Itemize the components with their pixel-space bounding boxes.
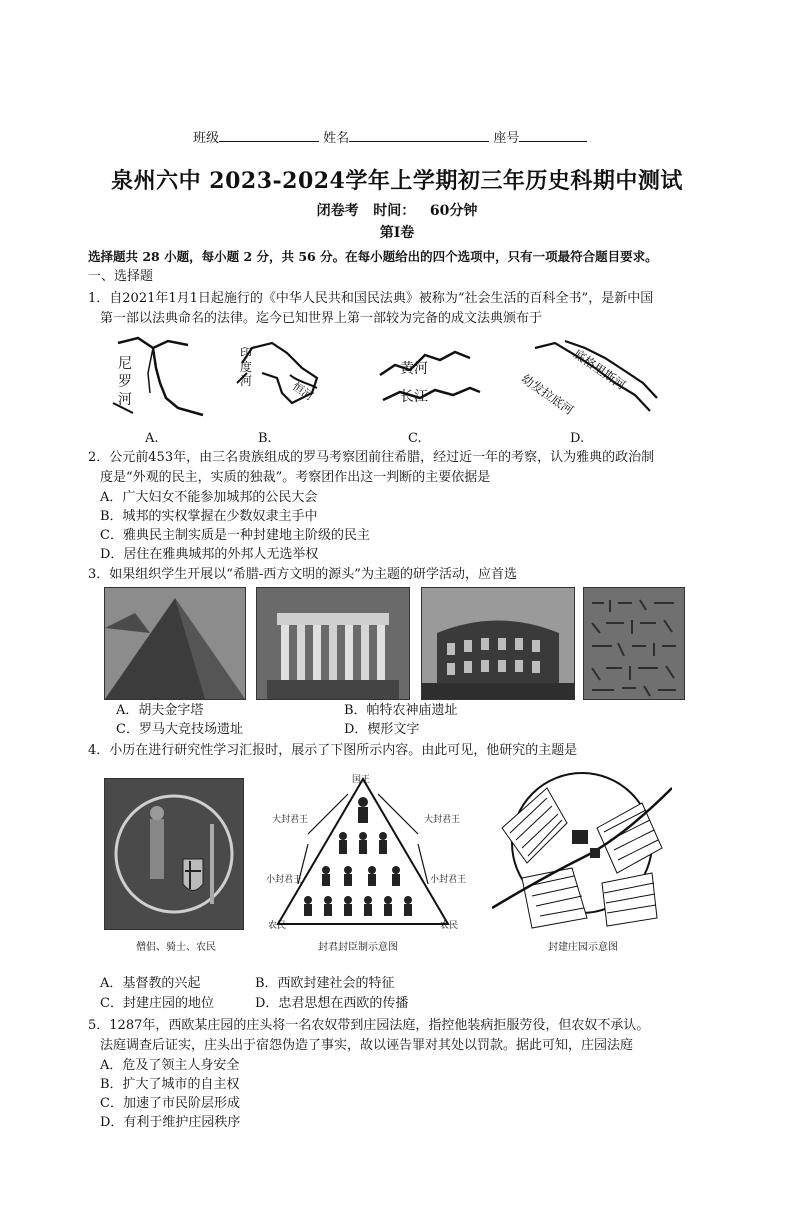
q2-option-b[interactable]: B．城邦的实权掌握在少数奴隶主手中 — [100, 509, 318, 524]
q3-option-b[interactable]: B．帕特农神庙遗址 — [344, 703, 458, 718]
q3-line1: 3．如果组织学生开展以“希腊-西方文明的源头”为主题的研学活动，应首选 — [88, 567, 517, 582]
map-c-yellow-yangtze[interactable] — [375, 340, 485, 420]
q2-line1: 2．公元前453年，由三名贵族组成的罗马考察团前往希腊，经过近一年的考察，认为雅典的政治制 — [88, 450, 655, 465]
q5-option-d[interactable]: D．有利于维护庄园秩序 — [100, 1115, 241, 1130]
feudal-pyramid-diagram[interactable] — [268, 774, 461, 934]
q2-option-a[interactable]: A．广大妇女不能参加城邦的公民大会 — [100, 490, 318, 505]
exam-subtitle: 闭卷考 时间： 60分钟 — [316, 203, 478, 219]
photo-colosseum[interactable] — [421, 587, 575, 700]
pyramid-label-bottom-right: 农民 — [440, 921, 459, 931]
q4-line1: 4．小历在进行研究性学习汇报时，展示了下图所示内容。由此可见，他研究的主题是 — [88, 743, 578, 758]
q4-option-c[interactable]: C．封建庄园的地位 — [100, 996, 214, 1011]
map-c-river-label-2: 长江 — [400, 389, 428, 405]
map-d-river-label-2: 底格里斯河 — [570, 346, 629, 393]
section-heading: 一、选择题 — [88, 269, 154, 284]
header-fields — [193, 128, 587, 148]
q1-line1: 1．自2021年1月1日起施行的《中华人民共和国民法典》被称为“社会生活的百科全书”，是新中国 — [88, 291, 654, 306]
map-d-option[interactable]: D. — [570, 431, 585, 446]
q4-option-d[interactable]: D．忠君思想在西欧的传播 — [255, 996, 409, 1011]
q2-line2: 度是“外观的民主，实质的独裁”。考察团作出这一判断的主要依据是 — [100, 470, 491, 485]
seat-blank[interactable] — [519, 128, 587, 142]
pyramid-label-top: 国王 — [352, 775, 371, 785]
q1-line2: 第一部以法典命名的法律。迄今已知世界上第一部较为完备的成文法典颁布于 — [100, 311, 543, 326]
q4-option-b[interactable]: B．西欧封建社会的特征 — [255, 976, 395, 991]
q3-option-d[interactable]: D．楔形文字 — [344, 722, 420, 737]
photo-parthenon[interactable] — [256, 587, 410, 700]
q5-option-a[interactable]: A．危及了领主人身安全 — [100, 1058, 240, 1073]
map-c-option[interactable]: C. — [408, 431, 422, 446]
name-label: 姓名 — [323, 131, 350, 146]
map-c-river-label-1: 黄河 — [400, 361, 428, 377]
q4-option-a[interactable]: A．基督教的兴起 — [100, 976, 201, 991]
photo-cuneiform[interactable] — [583, 587, 685, 700]
instructions: 选择题共 28 小题，每小题 2 分，共 56 分。在每小题给出的四个选项中，只有一项最符合题目要求。 — [88, 249, 658, 264]
pyramid-label-right-1: 大封君王 — [424, 815, 461, 825]
q5-option-b[interactable]: B．扩大了城市的自主权 — [100, 1077, 240, 1092]
class-label: 班级 — [193, 131, 220, 146]
caption-clergy: 僧侣、骑士、农民 — [136, 942, 216, 953]
q5-line1: 5．1287年，西欧某庄园的庄头将一名农奴带到庄园法庭，指控他装病拒服劳役，但农奴不承认。 — [88, 1018, 650, 1033]
map-a-option[interactable]: A. — [145, 431, 159, 446]
q5-option-c[interactable]: C．加速了市民阶层形成 — [100, 1096, 240, 1111]
caption-pyramid: 封君封臣制示意图 — [318, 942, 398, 953]
q3-option-c[interactable]: C．罗马大竞技场遗址 — [116, 722, 243, 737]
q3-option-a[interactable]: A．胡夫金字塔 — [116, 703, 204, 718]
map-d-euphrates-tigris[interactable] — [525, 333, 665, 423]
class-blank[interactable] — [219, 128, 319, 142]
map-d-river-label-1: 幼发拉底河 — [518, 371, 577, 418]
photo-pyramid[interactable] — [104, 587, 246, 700]
pyramid-label-left-1: 大封君王 — [272, 815, 309, 825]
exam-title: 泉州六中 2023-2024学年上学期初三年历史科期中测试 — [111, 168, 683, 194]
pyramid-label-bottom-left: 农民 — [268, 921, 287, 931]
caption-manor: 封建庄园示意图 — [548, 942, 618, 953]
photo-clergy-knight-peasant[interactable] — [104, 778, 244, 930]
name-blank[interactable] — [349, 128, 489, 142]
map-b-option[interactable]: B. — [258, 431, 272, 446]
q2-option-d[interactable]: D．居住在雅典城邦的外邦人无选举权 — [100, 547, 319, 562]
q5-line2: 法庭调查后证实，庄头出于宿怨伪造了事实，故以诬告罪对其处以罚款。据此可知，庄园法庭 — [100, 1038, 634, 1053]
map-a-river-label: 尼罗河 — [118, 356, 132, 408]
seat-label: 座号 — [493, 131, 520, 146]
manor-map-diagram[interactable] — [492, 768, 672, 938]
map-b-river-label-1: 印度河 — [240, 346, 253, 388]
pyramid-label-right-2: 小封君王 — [430, 875, 467, 885]
pyramid-label-left-2: 小封君王 — [266, 875, 303, 885]
map-b-river-label-2: 恒河 — [289, 379, 316, 404]
volume-label: 第Ⅰ卷 — [379, 225, 415, 241]
q2-option-c[interactable]: C．雅典民主制实质是一种封建地主阶级的民主 — [100, 528, 370, 543]
